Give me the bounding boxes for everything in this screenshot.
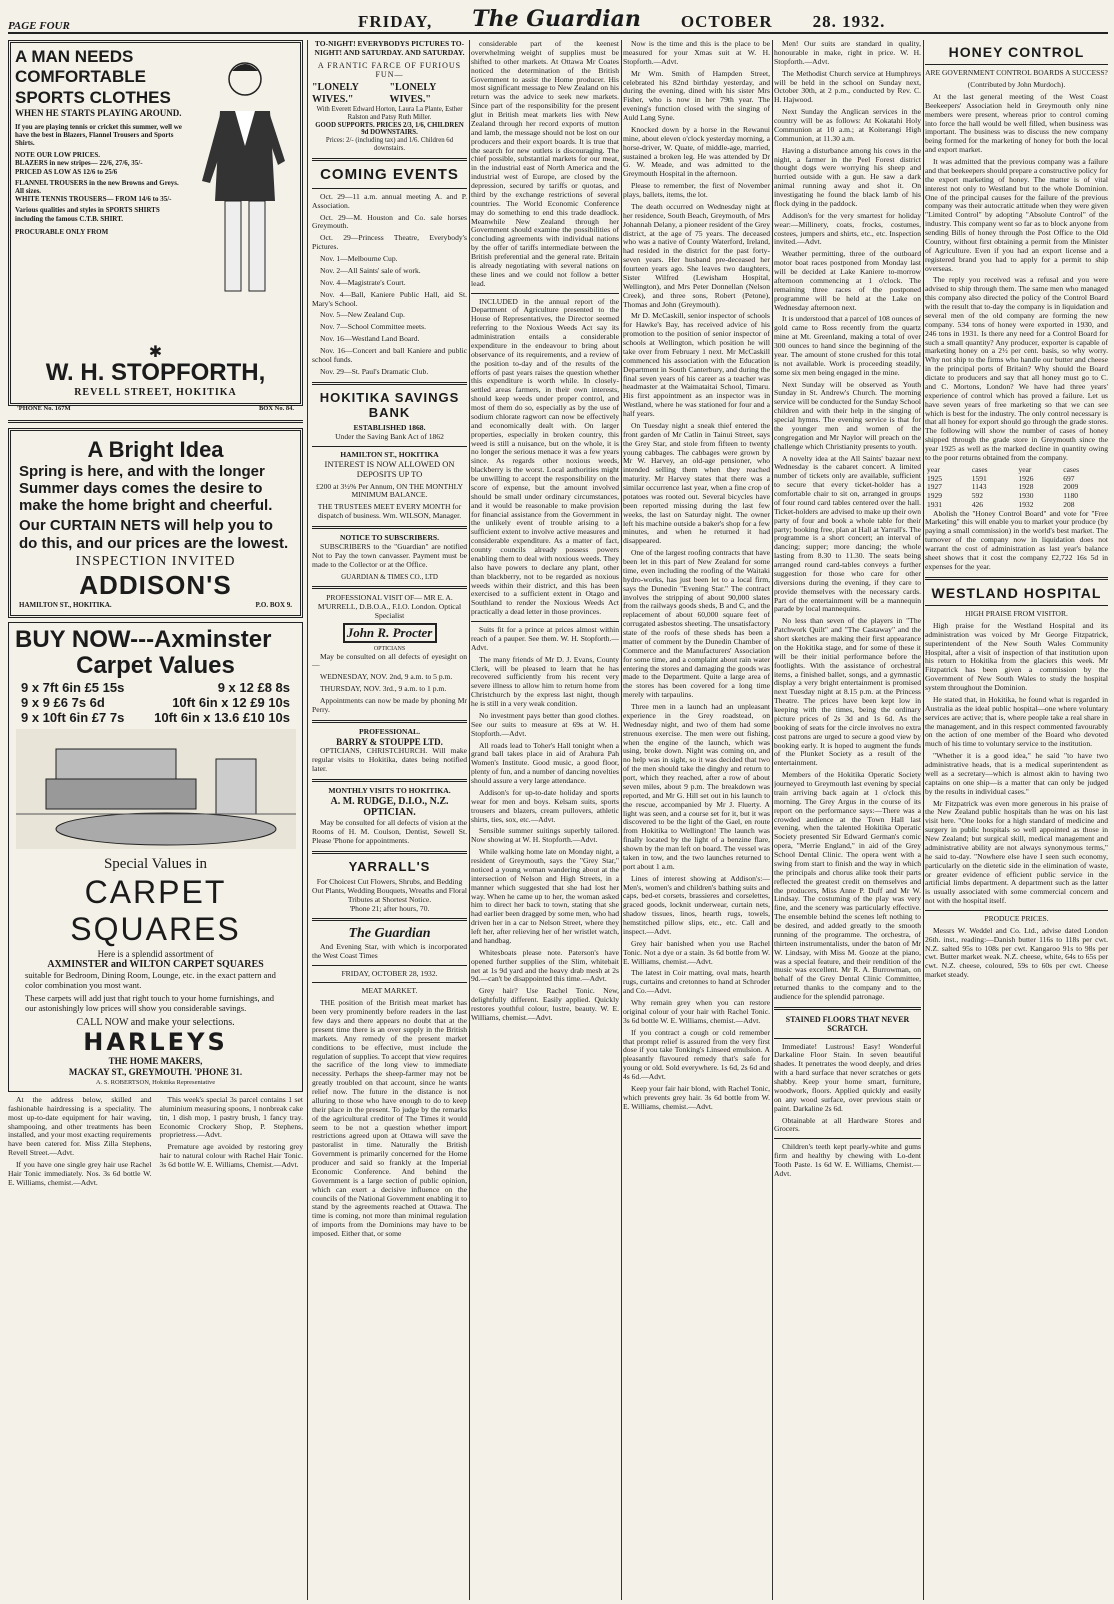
divider <box>471 293 619 294</box>
paragraph: It was admitted that the previous company was a failure and that beekeepers should prepare a constructive policy for the export marketing of honey. The matter is of vital interest not only to Westland but to the whole Dominion. One of the principal causes for the failure of the previous company was their autocratic attitude when they were given "Limited Control" by adopting "Absolute Control" of the industry. This company went so far as to block anyone from sending Bills of honey through the Post Office to the Old Country, without first obtaining a permit from the Minister of Agriculture. Even if you had an export license and a registered brand you had to apply for a permit to ship overseas. <box>925 157 1108 273</box>
harleys-these: These carpets will add just that right touch to your home furnishings, and our astonishingly low prices will show you considerable savings. <box>25 992 275 1013</box>
events-list <box>312 193 467 377</box>
stopforth-body: If you are playing tennis or cricket this summer, well we have the best in Blazers, Flannel Trousers and Sports Shirts. <box>15 122 182 148</box>
stopforth-flannel: FLANNEL TROUSERS in the new Browns and Greys. All sizes. <box>15 178 179 195</box>
table-cell: 1925 <box>927 473 942 483</box>
stopforth-headline: A MAN NEEDS COMFORTABLE SPORTS CLOTHES <box>15 47 171 107</box>
bank-address: HAMILTON ST., HOKITIKA <box>340 449 439 459</box>
paragraph: WEDNESDAY, NOV. 2nd, 9 a.m. to 5 p.m. <box>320 672 453 682</box>
list-item: Nov. 16—Concert and ball Kaniere and public school funds. <box>312 346 467 364</box>
table-row <box>925 492 1108 501</box>
harleys-buy: BUY NOW---Axminster <box>15 625 272 653</box>
table-header: year <box>927 464 940 474</box>
divider <box>312 446 467 447</box>
stopforth-various: Various qualities and styles in SPORTS SHIRTS including the famous C.T.B. SHIRT. <box>15 206 160 223</box>
procter-opticians: OPTICIANS <box>373 645 406 652</box>
divider <box>312 526 467 529</box>
table-cell: 1930 <box>1018 491 1034 501</box>
lounge-illustration <box>16 729 296 849</box>
stopforth-sub: WHEN HE STARTS PLAYING AROUND. <box>15 108 182 119</box>
westland-heading: WESTLAND HOSPITAL <box>931 584 1102 601</box>
star-ornament-icon: ✱ <box>148 344 163 362</box>
table-header: cases <box>971 464 988 474</box>
table-cell: 426 <box>971 499 984 509</box>
divider <box>925 605 1108 606</box>
paragraph: "Whether it is a good idea," he said "to have two administrative heads, that is a medical superintendent as well as a secretary—which is almost akin to having two captains on one ship—is a matter that can only be judged by the results in individual cases." <box>925 751 1108 796</box>
masthead-month: OCTOBER <box>680 12 773 31</box>
table-row <box>925 483 1108 492</box>
stained-heading: STAINED FLOORS THAT NEVER SCRATCH. <box>785 1014 910 1034</box>
paragraph: Weather permitting, three of the outboard motor boat races postponed from Monday last will be decided at Lake Kaniere to-morrow afternoon commencing at 1 o'clock. The remaining three races of the postponed programme will be held at the Lake on Wednesday afternoon next. <box>774 249 921 312</box>
paragraph: If you contract a cough or cold remember that prompt relief is assured from the very first dose if you take Tonking's Linseed emulsion. A pleasantly flavoured remedy that's safe for young or old. Sold everywhere. 1s 6d, 2s 6d and 4s 6d.—Advt. <box>623 1027 770 1081</box>
paragraph: Next Sunday will be observed as Youth Sunday in St. Andrew's Church. The morning service will be conducted for the Sunday School children and with their help in the singing of special hymns. The evening service is that for the younger men and women of the congregation and Mr Naylor will preach on the challenge which Christianity presents to youth. <box>774 379 921 451</box>
harleys-assortment: Here is a splendid assortment of <box>97 948 214 959</box>
price-3a: 9 x 10ft 6in £7 7s <box>21 710 125 726</box>
harleys-home: THE HOME MAKERS, <box>108 1056 203 1067</box>
honey-heading: HONEY CONTROL <box>948 44 1085 60</box>
paragraph: Grey hair? Use Rachel Tonic. New, delightfully different. Easily applied. Quickly restores youthful colour, lustre, beauty. W. E. Williams, chemist.—Advt. <box>471 986 619 1022</box>
divider <box>312 188 467 189</box>
column-rule <box>772 40 773 1600</box>
harleys-agent: A. S. ROBERTSON, Hokitika Representative <box>95 1079 216 1087</box>
paragraph: May be consulted for all defects of vision at the Rooms of H. M. Coulson, Dentist, Sewell St. Please 'Phone for appointments. <box>312 818 467 845</box>
paragraph: Why remain grey when you can restore original colour of your hair with Rachel Tonic. 3s 6d bottle W. E. Williams, chemist.—Advt. <box>623 998 770 1025</box>
table-header: year <box>1018 464 1032 474</box>
table-cell: 1931 <box>927 499 942 509</box>
guardian-title: The Guardian <box>348 926 431 942</box>
table-cell: 592 <box>971 491 984 501</box>
paragraph: Keep your fair hair blond, with Rachel Tonic, which prevents grey hair. 3s 6d bottle from W. E. Williams, chemist.—Advt. <box>623 1083 770 1111</box>
guardian-date: FRIDAY, OCTOBER 28, 1932. <box>341 968 438 978</box>
column-4 <box>623 40 770 1600</box>
yarrall-name: YARRALL'S <box>348 858 431 874</box>
paragraph: He stated that, in Hokitika, he found what is regarded in Australia as the ideal public hospital—one where voluntary services are active; that is, where people take a real share in the management, and in this respect commented favourably on the action of one member of the Board who devoted much of his time to voluntary service to the institution. <box>925 694 1108 749</box>
stopforth-advert <box>8 40 303 413</box>
harleys-axminster: AXMINSTER and WILTON CARPET SQUARES <box>47 959 264 971</box>
bank-name: HOKITIKA SAVINGS BANK <box>319 389 460 420</box>
notice-signature: GUARDIAN & TIMES CO., LTD <box>341 572 438 581</box>
paragraph: The latest in Coir matting, oval mats, hearth rugs, curtains and cretonnes to hand at Schroder and Co.—Advt. <box>623 968 770 996</box>
paragraph: May be consulted on all defects of eyesight on— <box>312 651 467 670</box>
yarrall-body: For Choicest Cut Flowers, Shrubs, and Bedding Out Plants, Wedding Bouquets, Wreaths and Floral Tributes at Shortest Notice. <box>312 876 467 904</box>
paragraph: Next Sunday the Anglican services in the country will be as follows: At Kokatahi Holy Communion at 10 a.m.; at Koiterangi High Communion, at 11.30 a.m. <box>774 107 921 143</box>
paragraph: OPTICIANS, CHRISTCHURCH. Will make regular visits to Hokitika, dates being notified later. <box>312 746 467 773</box>
lonely-wives-2: "LONELY WIVES." <box>389 82 437 105</box>
divider <box>312 965 467 966</box>
professional-heading: PROFESSIONAL. <box>359 726 420 736</box>
paragraph: Having a disturbance among his cows in the night, a farmer in the Peel Forest district thought dogs were worrying his sheep and hurried outside with a gun. He saw a dark animal running away and shot it. On investigating he found the black lamb of his flock dying in the paddock. <box>774 145 921 208</box>
list-item: Nov. 29—St. Paul's Dramatic Club. <box>320 366 429 376</box>
lonely-wives-1: "LONELY WIVES." <box>312 82 359 105</box>
paragraph: A novelty idea at the All Saints' bazaar next Wednesday is the cabaret concert. A limited number of tickets only are available, sufficient to secure that every ticket-holder has a comfortable chair to sit on, arranged in groups of four round card tables centered over the hall. Ticket-holders are advised to make up their own party of four and book a whole table for their party; booking free, plan at Hall at Yarrall's. The programme is a short concert; an interval of dancing; supper; more dancing; the whole lasting from 8.30 to 11.30. The seats being arranged round card-tables conveys a further suggestion for those who care for other diversions during the evening, if they care to provide themselves with the necessary cards. Part of the entertainment will be a mannequin parade by local mannequins. <box>774 453 921 614</box>
paragraph: This week's special 3s parcel contains 1 set aluminium measuring spoons, 1 nonbreak cake tin, 1 dish mop, 1 pastry brush, 1 fancy tray. Economic Crockery Shop, P. Stephens, proprietress.—Advt. <box>159 1094 303 1140</box>
divider <box>312 918 467 921</box>
paragraph: On Tuesday night a sneak thief entered the front garden of Mr Catlin in Tainui Street, says the Grey Star, and stole from fifteen to twenty young cabbages. The cabbages were grown by Mr W. Harvey, an old-age pensioner, who intended selling them when they reached maturity. Mr Harvey states that there was a similar occurrence last year, when a fine crop of potatoes was rooted out. Several bicycles have been reported missing during the last few weeks, the last on Saturday night. The owner left his machine outside a baker's shop for a few minutes, and when he returned it had disappeared. <box>623 420 770 546</box>
barry-name: BARRY & STOUPPE LTD. <box>336 736 443 747</box>
paragraph: considerable part of the keenest overwhelming weight of supplies must be shifted to other markets. At Ottawa Mr Coates noticed the determination of the British Government to assist the Home producer. His most significant message to New Zealand on his return was the advice to seek new markets. Since part of the responsibility for the present glut in British meat markets lies with New Zealand through her record exports of mutton and lamb, the message should not be lost on our producers and their export boards. It is true that the search for new outlets is discouraging. The chief possible, substantial markets for our meat, in the industrial east of North America and the industrial west of Europe, are closed by the depression, secured by tariffs or quotas, and third by the exchange restrictions of several countries. The World Economic Conference may do something to end this trade deadlock. Meanwhile New Zealand through her Government should examine the possibilities of concluding agreements with individual nations by the offer of tariffs intermediate between the British preferential and the general rate. Britain is already negotiating with several nations on these lines and we could not follow a better lead. <box>471 40 619 288</box>
divider <box>774 1138 921 1139</box>
coming-events-heading: COMING EVENTS <box>320 166 459 184</box>
prof-visit: PROFESSIONAL VISIT OF— MR E. A. M'URRELL, D.B.O.A., F.I.O. London. Optical Specialist <box>317 592 462 620</box>
paragraph: All roads lead to Toher's Hall tonight when a grand ball takes place in aid of Arahura Pah Women's Institute. Good music, a good floor, plenty of fun, and a number of dancing novelties should assure a very large attendance. <box>471 740 619 785</box>
page-number: PAGE FOUR <box>8 20 70 32</box>
list-item: Nov. 4—Ball, Kaniere Public Hall, aid St. Mary's School. <box>312 289 467 308</box>
table-header-row <box>925 466 1108 475</box>
addisons-line1: Spring is here, and with the longer Summer days comes the desire to make the home bright and cheerful. <box>19 462 273 515</box>
paragraph: Now is the time and this is the place to be measured for your Xmas suit at W. H. Stopforth.—Advt. <box>623 40 770 66</box>
bank-trustees: THE TRUSTEES MEET EVERY MONTH for dispatch of business. Wm. WILSON, Manager. <box>317 502 462 521</box>
divider <box>312 720 467 723</box>
table-cell: 1932 <box>1018 499 1034 509</box>
westland-sub: HIGH PRAISE FROM VISITOR. <box>965 609 1068 619</box>
honey-table <box>925 466 1108 510</box>
monthly-heading: MONTHLY VISITS TO HOKITIKA. <box>328 785 451 795</box>
divider <box>925 577 1108 580</box>
paragraph: If you have one single grey hair use Rachel Hair Tonic immediately. Nos. 3s 6d bottle W. E. Williams, chemist.—Advt. <box>8 1160 152 1187</box>
harleys-carpet-values: Carpet Values <box>76 652 235 680</box>
list-item: Oct. 29—M. Houston and Co. sale horses Greymouth. <box>312 212 467 231</box>
harleys-special: Special Values in <box>103 856 208 873</box>
paragraph: The many friends of Mr D. J. Evans, County Clerk, will be pleased to learn that he has recovered sufficiently from his recent very severe illness to allow him to return home from Christchurch by the express last night, though he is still in a very weak condition. <box>471 654 619 708</box>
harleys-address: MACKAY ST., GREYMOUTH. 'PHONE 31. <box>68 1066 243 1077</box>
divider <box>925 64 1108 65</box>
masthead-day: FRIDAY, <box>358 12 433 31</box>
paragraph: Sensible summer suitings superbly tailored. Now showing at W. H. Stopforth.—Advt. <box>471 826 619 845</box>
column-1 <box>8 40 303 1600</box>
harleys-name: HARLEYS <box>83 1028 228 1057</box>
rudge-name: A. M. RUDGE, D.I.O., N.Z. OPTICIAN. <box>330 795 449 819</box>
divider <box>312 586 467 589</box>
honey-sub: ARE GOVERNMENT CONTROL BOARDS A SUCCESS? <box>925 68 1108 78</box>
masthead-date: 28. 1932. <box>812 12 886 31</box>
table-cell: 1180 <box>1063 491 1078 501</box>
stopforth-phone: 'PHONE No. 167M <box>17 405 71 413</box>
addisons-box: P.O. BOX 9. <box>255 600 292 609</box>
paragraph: It is understood that a parcel of 108 ounces of gold came to Ross recently from the quartz mine at Mt. Greenland, making a total of over 300 ounces to hand since the beginning of the year. The amount of stone crushed for this total is not available. Work is proceeding steadily, some six men being engaged in the mine. <box>774 314 921 377</box>
paragraph: THE position of the British meat market has been very prominently before readers in the last few days and there appears no doubt that at the present time there is an over supply in the British markets. Any remedy of the present market conditions to be effective, must include the regulation of supplies. To accept that view requires the sacrifice of the long view to immediate necessity. Perhaps the sheep-farmer may not be greatly troubled on that account, since he wants relief now. The future in the distance is not alluring to those who have enough to do to keep their place in the present. To judge by the remarks of the agricultural creditor of The Times it would seem to be not a question whether import restrictions agreed upon at Ottawa will save the pastoralist in time. Naturally the British Government is primarily concerned for the Home producer and said so frankly at the Imperial Economic Conference. And behind the Government is a large section of public opinion, which can exert a decisive influence on the councils of the National Government enabling it to stand by the agreements reached at Ottawa. The time is coming, not more than minimal regulation of imports from the Dominions may have to be imposed. Either that, or some <box>312 998 467 1239</box>
bank-est: ESTABLISHED 1868. <box>353 423 426 433</box>
paragraph: Premature age avoided by restoring grey hair to natural colour with Rachel Hair Tonic. 3s 6d bottle W. E. Williams, Chemist.—Advt. <box>159 1142 303 1170</box>
stopforth-white: WHITE TENNIS TROUSERS— FROM 14/6 to 35/- <box>15 195 172 204</box>
column-3 <box>471 40 619 1600</box>
table-cell: 1929 <box>927 491 942 501</box>
paragraph: The reply you received was a refusal and you were advised to ship through them. The same men who managed this company also directed the policy of the Control Board with the result that to-day the company is in liquidation and several men of the old company are forming the new company. 534 tons of honey were exported in 1930, and 246 tons in 1931. Is there any need for a Control Board for such a small quantity? Any producer, exporter is capable of marketing honey on a 2½ per cent. basis, so why worry. Why not ship to the firms who handle our butter and cheese in the principal ports of Britain? Why should the Board dictate to producers and say that all honey must go to C. and C. Mortons, London? We have had three years' experience of control which has proved a failure. Let us have seven years of free marketing so that we can see which is best for the industry. The only control necessary is that all honey for export should go through the grade stores. The following will show the number of cases of honey shipped through the grade store in Greymouth since the year 1925 as well as the marked decline in quantity owing to the poor returns obtained from the company. <box>925 275 1108 462</box>
addisons-advert <box>8 428 303 618</box>
yarrall-phone: 'Phone 21; after hours, 70. <box>349 903 430 913</box>
divider <box>312 779 467 782</box>
harleys-suitable: suitable for Bedroom, Dining Room, Lounge, etc. in the exact pattern and color combination you most want. <box>25 969 276 990</box>
addisons-name: ADDISON'S <box>79 570 232 601</box>
paragraph: INCLUDED in the annual report of the Department of Agriculture presented to the House of Representatives, the Director seemed referring to the Noxious Weeds Act say its administration entails a considerable expenditure in the endeavour to bring about observance of its requirements, and a review of the position to-day and of the results of the efforts of past years raises the question whether this expenditure is worth while. In closely-settled areas farmers, in their own interests, should keep weeds under proper control, and most of them do so, especially as by the use of sodium chlorate ragwort can now be effectively and economically dealt with. On larger properties, especially in broken country, this weed is still a nuisance, but on the whole, it is no longer the serious menace it was a few years since. As regards other noxious weeds, blackberry is the worst. Local authorities might be unwilling to accept the responsibility on the score of expense, but the amount involved should be small under ordinary circumstances, and it would be reasonable to make provision for financial assistance from the Government in the unlikely event of trouble arising to a sufficient extent to involve active measures and considerable expenditure. As a matter of fact, county councils already possess powers enabling them to deal with noxious weeds. They also have powers to declare any plant, other than blackberry, not to be regarded as noxious weeds within their district, and this has been exercised to a sufficient extent in Otago and Southland to render the Noxious Weeds Act practically a dead letter in those provinces. <box>471 296 619 617</box>
paragraph: Mr Wm. Smith of Hampden Street, celebrated his 82nd birthday yesterday, and during the evening, dined with his sister Mrs Fisher, who is now in her 79th year. The evening's function closed with the singing of Auld Lang Syne. <box>623 68 770 122</box>
table-cell: 697 <box>1063 473 1075 483</box>
price-3b: 10ft 6in x 13.6 £10 10s <box>154 710 290 726</box>
table-cell: 1926 <box>1018 473 1034 483</box>
paragraph: Knocked down by a horse in the Rewanui mine, about eleven o'clock yesterday morning, a horse-driver, W. Quate, of middle-age, married, sustained a broken leg. He was attended by Dr G. W. Meade, and was admitted to the Greymouth Hospital in the afternoon. <box>623 124 770 179</box>
meat-heading: MEAT MARKET. <box>361 986 418 996</box>
procter-logo: John R. Procter <box>343 623 437 642</box>
paragraph: Whitesboats please note. Paterson's have opened further supplies of the Slim, whitebait net at 1s 9d yard and the heavy drab mesh at 2s 9d.—can't be disappointed this time.—Advt. <box>471 947 619 984</box>
stopforth-procurable: PROCURABLE ONLY FROM <box>15 227 109 236</box>
table-cell: 208 <box>1063 499 1075 509</box>
paragraph: Mr D. McCaskill, senior inspector of schools for Hawke's Bay, has received advice of his promotion to the position of senior inspector of schools at Wellington, which position he will take over from February 1 next. Mr McCaskill commenced his association with the Education Department in South Canterbury, and during the final seven years of his career as a teacher was headmaster at the Waimataitai School, Timaru. His first appointment as an inspector was in Westland, where he was stationed for four and a half years. <box>623 311 770 418</box>
man-illustration <box>190 51 290 301</box>
paragraph: Men! Our suits are standard in quality, honourable in make, right in price. W. H. Stopforth.—Advt. <box>774 40 921 66</box>
divider <box>925 910 1108 911</box>
paragraph: Abolish the "Honey Control Board" and vote for "Free Marketing" this will enable you to market your produce (by paying a small commission) in the world's best market. The turnover of the company now in liquidation does not warrant the cost of administration as last year's balance sheet shows that it cost the company £2,722 16s 5d in expenses for the year. <box>925 508 1108 571</box>
column-rule <box>307 40 308 1600</box>
table-row <box>925 475 1108 484</box>
masthead <box>8 2 1108 34</box>
column-rule <box>621 40 622 1600</box>
paragraph: Appointments can now be made by phoning Mr Perry. <box>312 696 467 714</box>
paragraph: The Methodist Church service at Humphreys will be held in the school on Sunday next, October 30th, at 2 p.m., conducted by Rev. C. H. Hajwood. <box>774 68 921 105</box>
divider <box>471 621 619 622</box>
stopforth-blazers: BLAZERS in new stripes— 22/6, 27/6, 35/- <box>15 159 143 168</box>
column-6 <box>925 40 1108 1600</box>
divider <box>312 158 467 161</box>
divider <box>774 1038 921 1039</box>
paragraph: Addison's for up-to-date holiday and sports wear for men and boys. Kelsam suits, sports trousers and blazers, cream pullovers, athletic shirts, ties, sox, etc.—Advt. <box>471 787 619 824</box>
paragraph: High praise for the Westland Hospital and its administration was voiced by Mr George Fitzpatrick, superintendent of the New South Wales Community Hospital, after a visit of inspection of that institution upon his return to Hokitika from the glaciers this week. Mr Fitzpatrick has been given a commission by the Government of New South Wales to study the hospital system throughout the Dominion. <box>925 620 1108 692</box>
list-item: Nov. 5—New Zealand Cup. <box>320 310 405 320</box>
divider <box>8 420 303 423</box>
paragraph: Grey hair banished when you use Rachel Tonic. Not a dye or a stain. 3s 6d bottle from W. E. Williams, chemist.—Advt. <box>623 938 770 966</box>
paragraph: No investment pays better than good clothes. See our suits to measure at 69s at W. H. Stopforth.—Advt. <box>471 710 619 738</box>
table-cell: 1591 <box>971 473 987 483</box>
paragraph: At the last general meeting of the West Coast Beekeepers' Association held in Greymouth only nine members were present, whereas prior to control coming into force the hall would be well filled, when business was important. The business was to discuss the new company being formed for the marketing of honey for both the local and export market. <box>925 91 1108 155</box>
paragraph: Three men in a launch had an unpleasant experience in the Grey roadstead, on Wednesday night, and two of them had some strenuous exercise. The men were out fishing, when the engine of the launch, which was using, broke down. Night was coming on, and no help was in sight, so it was decided that two of the men should take the dinghy and return to port, which they reached, after a row of about seven miles, about 9 p.m. The breakdown was reported, and Mr G. Hill set out in his launch to the rescue, accompanied by Mr J. Fluerty. A light was seen, and a course set for it, but it was discovered to be the light of the Gael, en route from Hokitika to Wellington! The launch was finally located by the light of a benzine flare, shown by the man left on board. The vessel was taken in tow, and the two launches returned to port about 1 a.m. <box>623 702 770 871</box>
notice-heading: NOTICE TO SUBSCRIBERS. <box>339 533 440 543</box>
addisons-address: HAMILTON ST., HOKITIKA. <box>19 600 112 609</box>
bank-rate: £200 at 3½% Per Annum, ON THE MONTHLY MINIMUM BALANCE. <box>316 481 463 500</box>
notice-body: SUBSCRIBERS to the "Guardian" are notified Not to Pay the town canvasser. Payment must be made to the Collector or at the Office. <box>312 541 467 569</box>
divider <box>312 982 467 983</box>
list-item: Nov. 1—Melbourne Cup. <box>320 254 398 264</box>
pictures-supports: GOOD SUPPORTS. PRICES 2/3, 1/6, CHILDREN 9d DOWNSTAIRS. <box>315 121 464 137</box>
paragraph: One of the largest roofing contracts that have been let in this part of New Zealand for some time, even including the roofing of the Waitaki hydro-works, has just been let to a local firm, says the Dunedin "Evening Star." The contract involves the stripping of about 90,000 slates from the railways goods sheds, B and C, and the replacement of about 60,000 square feet of corrugated asbestos sheeting. The unsatisfactory state of the roofs of these sheds has been a matter of comment by the Dunedin Chamber of Commerce and the Manufacturers' Association for some time, and a complaint about rain water entering the stores and damaging the goods was made to the Department. Quite a large area of the stores has been covered for a long time merely with tarpaulins. <box>623 548 770 700</box>
addisons-inspection: INSPECTION INVITED <box>75 553 236 569</box>
list-item: Nov. 2—All Saints' sale of work. <box>320 265 421 275</box>
paragraph: Mr Fitzpatrick was even more generous in his praise of the New Zealand public hospitals than he was on his last visit here. "One looks for a high standard of medicine and surgery in public hospitals so well appointed as those in New Zealand; but surgical skill, medical management and administrative ability are not always synonymous terms," he said to-day. "Nowhere else have I seen such economy, particularly on the dietetic side in the elimination of waste, or greater evidence of efficient public service in the artificial limbs department. A department such as the latter is usually associated with some commercial concern and not with the hospital itself. <box>925 798 1108 906</box>
paragraph: Suits fit for a prince at prices almost within reach of a pauper. See them. W. H. Stopforth.—Advt. <box>471 625 619 652</box>
harleys-call: CALL NOW and make your selections. <box>76 1016 235 1028</box>
pictures-prices: Prices: 2/- (including tax) and 1/6. Children 6d downstairs. <box>325 137 454 153</box>
column-5 <box>774 40 921 1600</box>
stopforth-address: REVELL STREET, HOKITIKA <box>74 387 237 399</box>
divider <box>774 1007 921 1010</box>
bank-interest: INTEREST IS NOW ALLOWED ON DEPOSITS UP TO <box>324 458 455 479</box>
price-1a: 9 x 7ft 6in £5 15s <box>21 679 125 695</box>
list-item: Nov. 4—Magistrate's Court. <box>320 277 406 287</box>
column-2 <box>312 40 467 1600</box>
paragraph: No less than seven of the players in "The Patchwork Quilt" and "The Castaway" and the short sketches are making their first appearance on the Hokitika stage, and for some of these it will be their initial performance before the footlights. With the assistance of orchestral items, a finished ballet, songs, and a gymnastic display a very bright entertainment is promised next Tuesday night at 8.15 p.m. at the Princess Theatre. The prices have been kept low in keeping with the times, being the ordinary picture prices of 2s 3d and 1s 6d. As the booking of seats for the circle involves no extra cost patrons are urged to secure a good view by booking early. It is hoped to augment the funds of the Plunket Society as a result of the entertainment. <box>774 616 921 768</box>
pictures-cast: With Everett Edward Horton, Laura La Plante, Esther Ralston and Patsy Ruth Miller. <box>316 105 463 121</box>
table-cell: 1927 <box>927 482 942 492</box>
table-cell: 2009 <box>1063 482 1079 492</box>
divider <box>312 851 467 854</box>
list-item: Oct. 29—11 a.m. annual meeting A. and P. Association. <box>312 191 467 210</box>
stopforth-box: BOX No. 84. <box>258 405 294 413</box>
price-2a: 9 x 9 £6 7s 6d <box>21 694 105 710</box>
bank-act: Under the Saving Bank Act of 1862 <box>335 431 444 441</box>
paragraph: Messrs W. Weddel and Co. Ltd., advise dated London 26th. inst., reading:—Danish butter 116s to 118s per cwt. N.Z. salted 95s to 108s per cwt. Kangaroo 91s to 98s per cwt. Butter market weak. N.Z. cheese, white, 64s to 65s per cwt. N.Z. cheese, coloured, 59s to 60s per cwt. Cheese market steady. <box>925 925 1108 980</box>
list-item: Nov. 7—School Committee meets. <box>320 322 427 332</box>
pictures-sub: A FRANTIC FARCE OF FURIOUS FUN— <box>317 60 462 79</box>
paragraph: Addison's for the very smartest for holiday wear:—Millinery, coats, frocks, costumes, costees, jumpers and shirts, etc., etc. Inspection invited.—Advt. <box>774 210 921 247</box>
paragraph: Immediate! Lustrous! Easy! Wonderful Darkaline Floor Stain. In seven beautiful shades. It penetrates the wood deeply, and dries with a hard surface that never scratches or gets shabby. Keep your home smart, furniture, woodwork, floors. Applied quickly and easily on any wood surface, over previous stain or paint. Darkaline 2s 6d. <box>774 1041 921 1113</box>
paragraph: Children's teeth kept pearly-white and gums firm and healthy by chewing with Lo-dent Tooth Paste. 1s 6d W. E. Williams, Chemist.—Advt. <box>774 1142 921 1178</box>
column-rule <box>469 40 470 1600</box>
harleys-advert <box>8 622 303 1092</box>
list-item: Oct. 29—Princess Theatre, Everybody's Pictures. <box>312 233 467 252</box>
masthead-title: The Guardian <box>472 6 641 32</box>
paragraph: The death occurred on Wednesday night at her residence, South Beach, Greymouth, of Mrs Johannah Delany, a pioneer resident of the Grey district, at the age of 75 years. The deceased who was a native of County Waterford, Ireland, had resided in the district for the past forty-seven years. Her husband pre-deceased her fourteen years ago. She leaves two daughters, Sister Wilfred (Lewisham Hospital, Wellington), and Mrs Peter Donnellan (Nelson Creek), and three sons, Robert (Petone), Thomas and John (Greymouth). <box>623 201 770 309</box>
stopforth-priced: PRICED AS LOW AS 12/6 to 25/6 <box>15 167 118 176</box>
paragraph: Please to remember, the first of November plays, ballets, items, the lot. <box>623 181 770 199</box>
harleys-squares: CARPET SQUARES <box>70 873 241 948</box>
honey-contrib: (Contributed by John Murdoch). <box>967 80 1066 90</box>
table-cell: 1143 <box>971 482 987 492</box>
table-header: cases <box>1063 464 1080 474</box>
list-item: Nov. 16—Westland Land Board. <box>320 334 420 344</box>
paragraph: Members of the Hokitika Operatic Society journeyed to Greymouth last evening by special train arriving back again at 1 o'clock this morning. The Grey Argus in the course of its report on the performance says:—There was a crowded audience at the Town Hall last evening, when the talented Hokitika Operatic Society presented Sir Edward German's comic opera, "Merrie England," in aid of the Grey School Dental Clinic. The opera went with a swing from start to finish and the way in which the principals and chorus alike took their parts reflected the greatest credit on themselves and the producers, Miss Anne P. Duff and Mr W. Lindsay. The costuming of the play was very fine, and the scenery was particularly effective. The ensemble behind the scenes left nothing to be desired, and added greatly to the smooth running of the programme. The orchestra, of thirteen instrumentalists, under the baton of Mr W. Lindsay, with Miss M. Gooze at the piano, was a special feature, and their rendition of the music was excellent. Mr R. A. Burrowman, on behalf of the Grey Dental Clinic Committee, returned thanks to the company and to the audience for the splendid patronage. <box>774 770 921 1001</box>
paragraph: Lines of interest showing at Addison's:—Men's, women's and children's bathing suits and caps, bed-et corsets, brassieres and corselettes, graced goods, locknit underwear, curtain nets, shadow tissues, linos, hearth rugs, towels, hemstitched pillow slips, etc., etc. Call and inspect.—Advt. <box>623 873 770 936</box>
stopforth-note: NOTE OUR LOW PRICES. <box>15 151 101 160</box>
addisons-headline: A Bright Idea <box>87 437 224 462</box>
addisons-line2: Our CURTAIN NETS will help you to do this, and our prices are the lowest. <box>19 517 289 552</box>
price-1b: 9 x 12 £8 8s <box>217 679 290 695</box>
paragraph: And Evening Star, with which is incorporated the West Coast Times <box>312 941 467 960</box>
pictures-heading: TO-NIGHT! EVERYBODYS PICTURES TO-NIGHT! AND SATURDAY. AND SATURDAY. <box>314 40 465 57</box>
table-cell: 1928 <box>1018 482 1034 492</box>
price-2b: 10ft 6in x 12 £9 10s <box>172 694 290 710</box>
column-rule <box>923 40 924 1600</box>
paragraph: THURSDAY, NOV. 3rd., 9 a.m. to 1 p.m. <box>320 684 447 694</box>
stopforth-name: W. H. STOPFORTH, <box>45 358 266 386</box>
divider <box>312 382 467 385</box>
paragraph: While walking home late on Monday night, a resident of Greymouth, says the "Grey Star," noticed a young woman wandering about at the intersection of Nelson and High Streets, in a manner which suggested that she had lost her way. When he came up to her, the woman asked him to direct her back to town, stating that she had earlier been dragged by some men, who had driven her in a car to Nelson Street, where they left her, after relieving her of her wristlet watch, and handbag. <box>471 847 619 945</box>
paragraph: Obtainable at all Hardware Stores and Grocers. <box>774 1115 921 1134</box>
produce-heading: PRODUCE PRICES. <box>984 914 1049 923</box>
paragraph: At the address below, skilled and fashionable hairdressing is a speciality. The most up-to-date equipment for hair waving, shampooing, and other treatments has been installed, and your most exacting requirements have been catered for. Miss Zilla Stephens, Revell Street.—Advt. <box>8 1094 152 1158</box>
